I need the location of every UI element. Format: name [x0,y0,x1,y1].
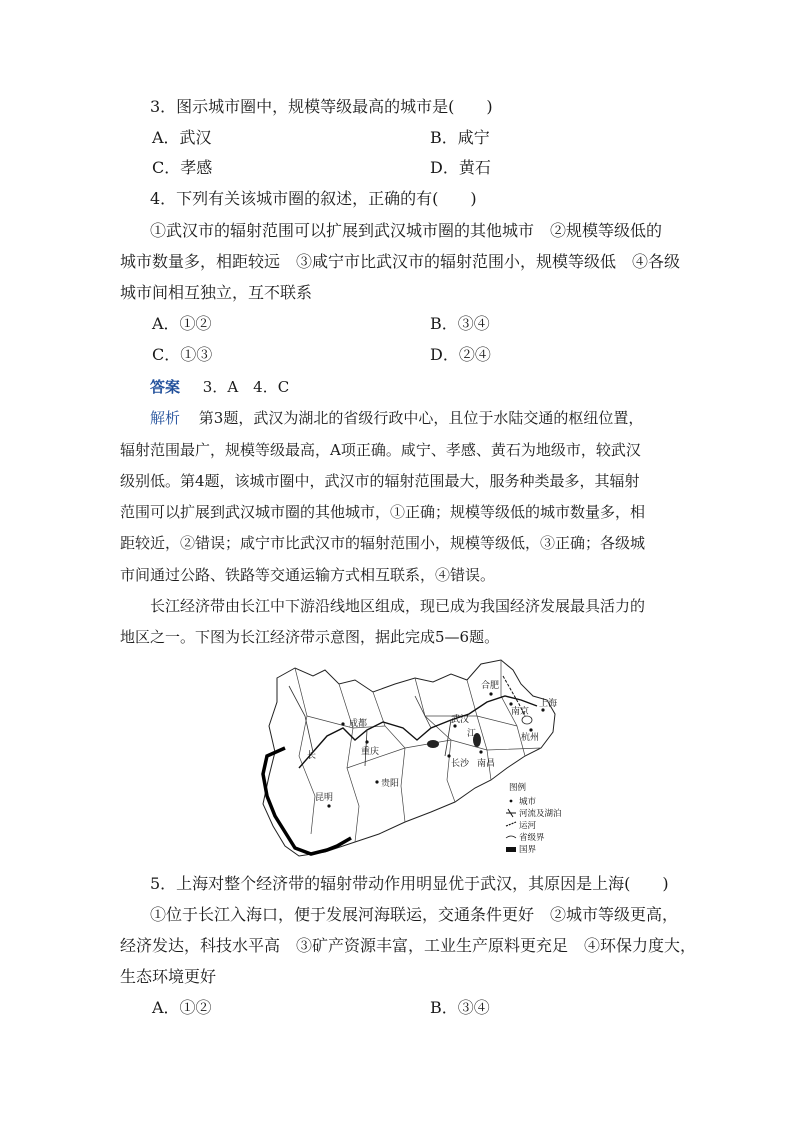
q4-statement-line: 城市间相互独立，互不联系 [120,283,313,302]
city-label-shanghai: 上海 [539,699,558,709]
q4-option-c[interactable]: C．①③ [152,345,213,364]
city-label-chengdu: 成都 [349,719,368,729]
city-dot-guiyang [375,780,378,783]
intro-line: 长江经济带由长江中下游沿线地区组成，现已成为我国经济发展最具活力的 [150,597,646,615]
city-dot-hefei [489,692,492,695]
legend-item: 城市 [519,797,537,807]
q3-option-c[interactable]: C．孝感 [152,158,213,177]
q5-stem: 5．上海对整个经济带的辐射带动作用明显优于武汉，其原因是上海( ) [150,874,669,893]
answer-text: 3．A 4．C [202,378,290,396]
q5-option-b[interactable]: B．③④ [430,998,490,1017]
legend-national-border-symbol [506,847,516,852]
legend-city-symbol [510,800,513,803]
city-dot-nanchang [479,750,482,753]
q4-statement-line: 城市数量多，相距较远 ③咸宁市比武汉市的辐射范围小，规模等级低 ④各级 [120,252,681,271]
legend-canal-symbol [506,822,516,826]
analysis-label: 解析 [150,409,181,427]
map-svg [255,656,575,866]
q5-statement-line: 经济发达，科技水平高 ③矿产资源丰富，工业生产原料更充足 ④环保力度大， [120,936,697,955]
answer-label: 答案 [150,378,181,396]
legend-title: 图例 [509,783,527,793]
tai-lake [522,716,532,724]
q3-option-b[interactable]: B．咸宁 [430,128,490,147]
intro-line: 地区之一。下图为长江经济带示意图，据此完成5—6题。 [120,628,500,646]
q4-option-a[interactable]: A．①② [152,314,212,333]
q5-option-a[interactable]: A．①② [152,998,212,1017]
legend-river-symbol [506,809,516,817]
legend-item: 省级界 [519,833,545,843]
q3-option-d[interactable]: D．黄石 [430,158,491,177]
city-label-wuhan: 武汉 [451,715,470,725]
analysis-text: 第3题，武汉为湖北的省级行政中心，且位于水陆交通的枢纽位置， [198,409,644,427]
yangtze-economic-belt-map [255,656,575,866]
q3-stem: 3．图示城市圈中，规模等级最高的城市是( ) [150,97,493,116]
city-label-hangzhou: 杭州 [521,733,540,743]
river-label: 长 [307,751,317,761]
city-dot-kunming [327,804,330,807]
legend-item: 运河 [519,821,537,831]
analysis-first-line [150,408,675,428]
city-dot-changsha [447,754,450,757]
city-label-nanjing: 南京 [511,707,530,717]
city-dot-chengdu [341,722,344,725]
city-dot-chongqing [365,740,368,743]
city-dot-nanjing [509,702,512,705]
q4-option-b[interactable]: B．③④ [430,314,490,333]
analysis-line: 市间通过公路、铁路等交通运输方式相互联系，④错误。 [120,566,496,584]
q5-statement-line: ①位于长江入海口，便于发展河海联运，交通条件更好 ②城市等级更高， [150,905,679,924]
analysis-line: 级别低。第4题，该城市圈中，武汉市的辐射范围最大，服务种类最多，其辐射 [120,472,640,490]
legend-item: 国界 [519,845,537,855]
city-label-nanchang: 南昌 [477,759,496,769]
q4-option-d[interactable]: D．②④ [430,345,491,364]
dongting-lake [427,740,439,748]
q4-stem: 4．下列有关该城市圈的叙述，正确的有( ) [150,189,477,208]
legend-province-border-symbol [506,836,516,838]
analysis-line: 距较近，②错误；咸宁市比武汉市的辐射范围小，规模等级低，③正确；各级城 [120,534,646,552]
q4-statement-line: ①武汉市的辐射范围可以扩展到武汉城市圈的其他城市 ②规模等级低的 [150,221,663,240]
analysis-line: 辐射范围最广，规模等级最高，A项正确。咸宁、孝感、黄石为地级市，较武汉 [120,441,641,459]
city-dot-hangzhou [529,728,532,731]
city-label-hefei: 合肥 [481,681,500,691]
city-label-kunming: 昆明 [315,793,334,803]
q5-statement-line: 生态环境更好 [120,967,217,986]
answer-row [150,377,289,397]
city-label-chongqing: 重庆 [361,747,380,757]
q3-option-a[interactable]: A．武汉 [152,128,212,147]
map-legend [506,782,562,855]
city-label-guiyang: 贵阳 [381,779,400,789]
analysis-line: 范围可以扩展到武汉城市圈的其他城市，①正确；规模等级低的城市数量多，相 [120,503,646,521]
legend-item: 河流及湖泊 [519,809,562,819]
city-label-changsha: 长沙 [451,759,470,769]
river-label: 江 [467,729,477,739]
